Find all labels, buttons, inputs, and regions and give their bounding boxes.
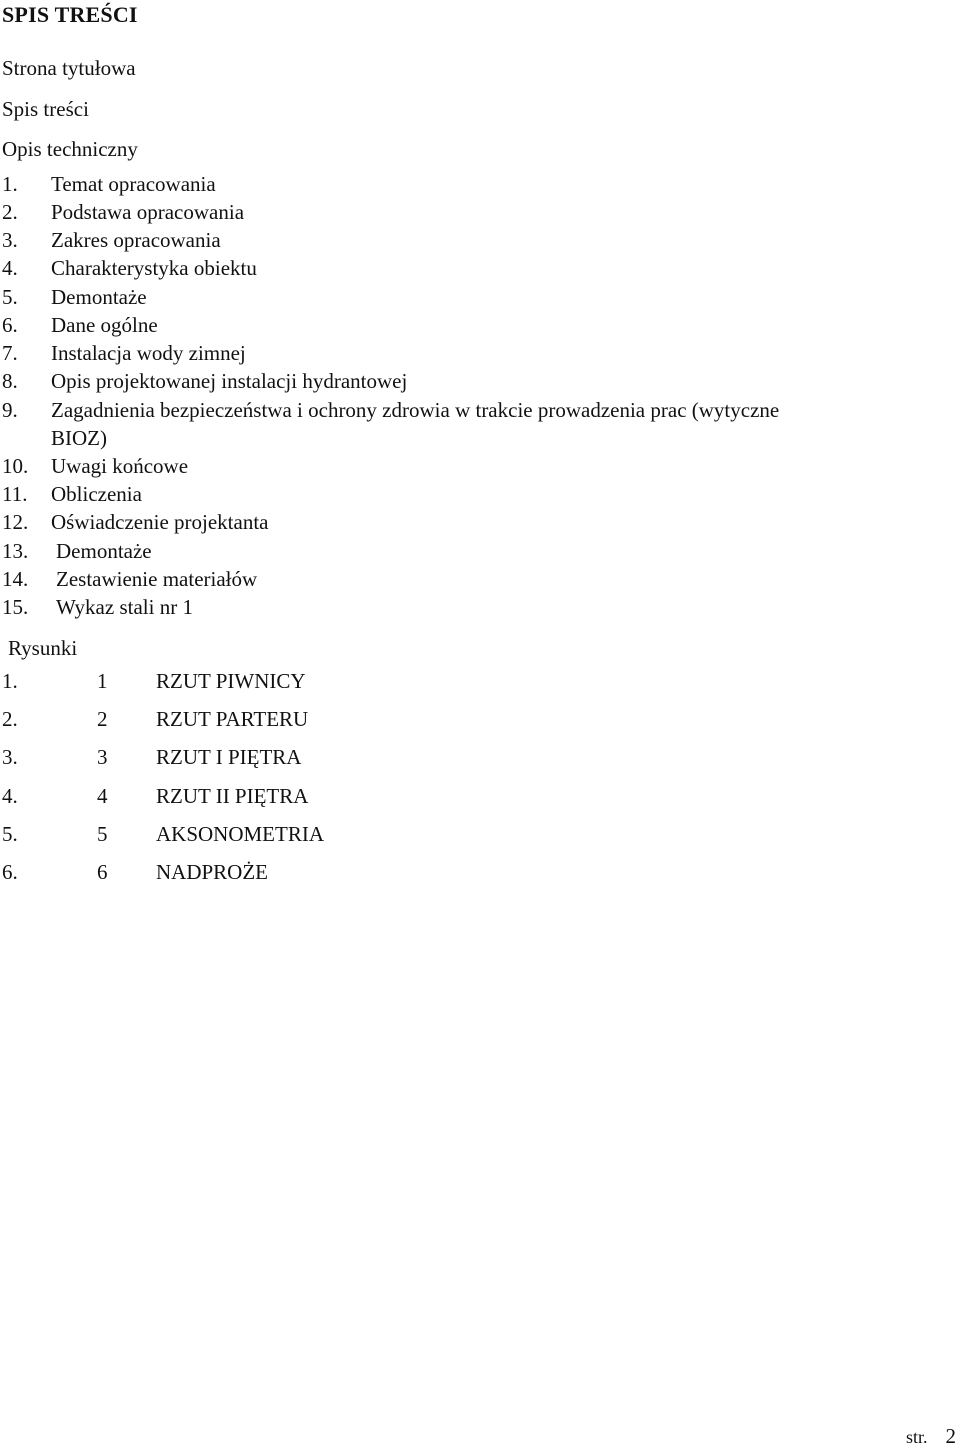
- drawing-item-name: RZUT II PIĘTRA: [156, 784, 309, 808]
- drawing-item-code: 4: [97, 784, 108, 808]
- toc-item-text: Podstawa opracowania: [51, 200, 245, 224]
- toc-item-number: 14.: [2, 567, 29, 591]
- toc-item-number: 5.: [2, 285, 18, 309]
- toc-item-number: 15.: [2, 595, 29, 619]
- toc-item-number: 1.: [2, 172, 18, 196]
- toc-item-text: Demontaże: [51, 285, 147, 309]
- toc-item-text: Opis projektowanej instalacji hydrantowej: [51, 369, 408, 393]
- toc-item-text: Uwagi końcowe: [51, 454, 189, 478]
- toc-item-number: 7.: [2, 341, 18, 365]
- section-tech-desc: Opis techniczny: [2, 137, 138, 161]
- toc-item-number: 2.: [2, 200, 18, 224]
- drawing-item-name: RZUT I PIĘTRA: [156, 745, 302, 769]
- toc-item-text: Demontaże: [56, 539, 152, 563]
- toc-item-text: Charakterystyka obiektu: [51, 256, 257, 280]
- page-title: SPIS TREŚCI: [2, 2, 138, 27]
- drawing-item-name: RZUT PIWNICY: [156, 669, 306, 693]
- drawing-item-name: NADPROŻE: [156, 860, 269, 884]
- toc-item-number: 4.: [2, 256, 18, 280]
- drawing-item-name: AKSONOMETRIA: [156, 822, 324, 846]
- drawing-item-code: 6: [97, 860, 108, 884]
- drawing-item-code: 2: [97, 707, 108, 731]
- toc-item-text: Zestawienie materiałów: [56, 567, 258, 591]
- toc-item-number: 11.: [2, 482, 28, 506]
- toc-item-number: 10.: [2, 454, 29, 478]
- drawing-item-code: 1: [97, 669, 108, 693]
- page-number: 2: [945, 1424, 956, 1448]
- drawing-item-code: 3: [97, 745, 108, 769]
- toc-item-number: 6.: [2, 313, 18, 337]
- toc-item-text: Wykaz stali nr 1: [56, 595, 193, 619]
- toc-item-text: Obliczenia: [51, 482, 142, 506]
- section-title-page: Strona tytułowa: [2, 56, 136, 80]
- toc-item-text: Oświadczenie projektanta: [51, 510, 269, 534]
- drawing-item-number: 3.: [2, 745, 18, 769]
- toc-item-number: 8.: [2, 369, 18, 393]
- toc-item-number: 12.: [2, 510, 29, 534]
- toc-item-number: 13.: [2, 539, 29, 563]
- toc-item-text: Dane ogólne: [51, 313, 158, 337]
- drawing-item-number: 5.: [2, 822, 18, 846]
- drawing-item-number: 2.: [2, 707, 18, 731]
- drawing-item-number: 4.: [2, 784, 18, 808]
- toc-item-text: BIOZ): [51, 426, 107, 450]
- page-footer: [906, 1424, 956, 1449]
- section-drawings: Rysunki: [8, 636, 78, 660]
- toc-item-text: Zagadnienia bezpieczeństwa i ochrony zdrowia w trakcie prowadzenia prac (wytyczne: [51, 398, 780, 422]
- drawing-item-code: 5: [97, 822, 108, 846]
- toc-item-text: Temat opracowania: [51, 172, 216, 196]
- drawing-item-number: 1.: [2, 669, 18, 693]
- toc-item-text: Instalacja wody zimnej: [51, 341, 246, 365]
- drawing-item-name: RZUT PARTERU: [156, 707, 309, 731]
- page-number-label: str.: [905, 1427, 928, 1447]
- toc-item-number: 9.: [2, 398, 18, 422]
- toc-item-number: 3.: [2, 228, 18, 252]
- section-toc: Spis treści: [2, 97, 89, 121]
- toc-item-text: Zakres opracowania: [51, 228, 221, 252]
- drawing-item-number: 6.: [2, 860, 18, 884]
